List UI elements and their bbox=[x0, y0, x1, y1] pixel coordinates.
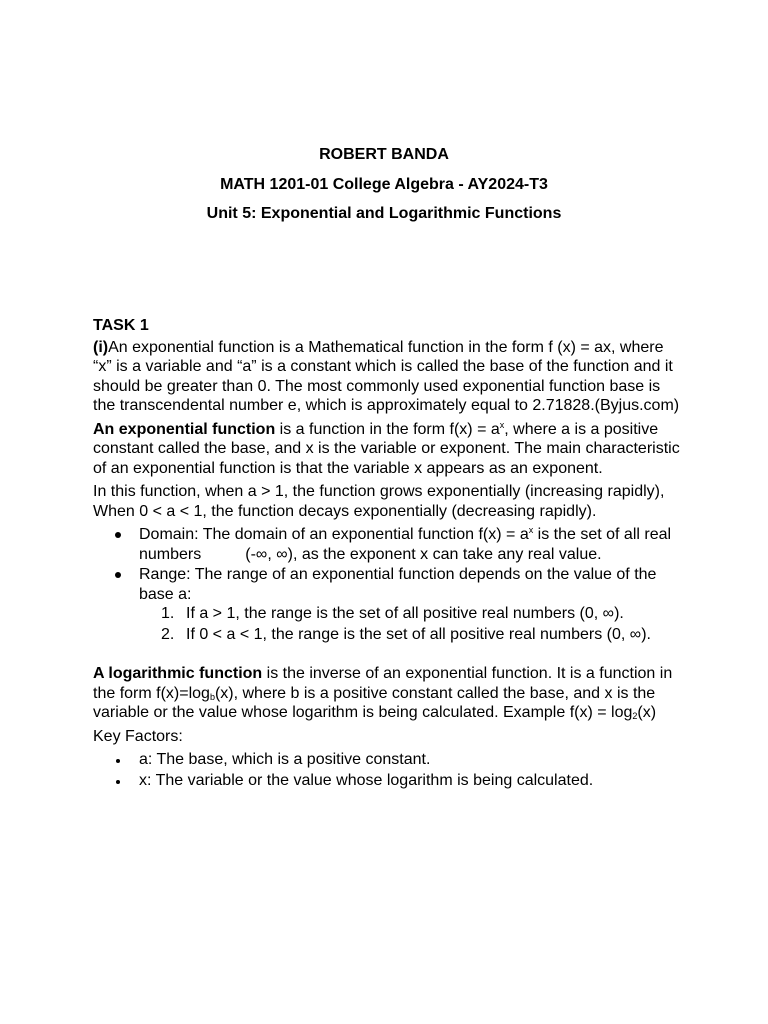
list-item-range bbox=[93, 565, 683, 644]
paragraph-growth-decay: In this function, when a > 1, the function grows exponentially (increasing rapidly), When 0 < a < 1, the function decays exponentially (decreasing rapidly). bbox=[93, 483, 665, 520]
key-factors-list bbox=[93, 750, 683, 790]
author-name: ROBERT BANDA bbox=[319, 146, 449, 163]
document-body bbox=[93, 316, 683, 791]
range-cases-list bbox=[139, 604, 683, 644]
course-title: MATH 1201-01 College Algebra - AY2024-T3 bbox=[220, 176, 548, 193]
task-heading: TASK 1 bbox=[93, 317, 149, 334]
log-base-subscript: 2 bbox=[632, 711, 638, 721]
paragraph-exponential-definition bbox=[93, 338, 683, 416]
list-item-text: Range: The range of an exponential function depends on the value of the base a: bbox=[139, 566, 657, 603]
exponent: x bbox=[528, 525, 534, 535]
list-number: 2. bbox=[161, 625, 175, 643]
unit-title: Unit 5: Exponential and Logarithmic Functions bbox=[206, 205, 562, 222]
part-label: (i) bbox=[93, 338, 109, 356]
paragraph-text: (x) bbox=[637, 704, 657, 721]
paragraph-exponential-function bbox=[93, 420, 683, 479]
list-item bbox=[139, 625, 683, 645]
paragraph-text: is a function in the form f(x) = a bbox=[275, 420, 500, 438]
list-item-domain bbox=[93, 525, 683, 564]
list-item-text: (-∞, ∞), as the exponent x can take any real value. bbox=[245, 545, 602, 563]
list-number: 1. bbox=[161, 605, 175, 622]
paragraph-text: An exponential function is a Mathematical function in the form f (x) = ax, where “x” is a variable and “a” is a constant which is called the base of the function and it should be greater than 0. The most commonly used exponential function base is the transcendental number e, which is approximately equal to 2.71828.(Byjus.com) bbox=[93, 338, 680, 414]
properties-list bbox=[93, 525, 683, 644]
list-item-text: is the set of all real numbers bbox=[139, 526, 672, 563]
paragraph-text: is the inverse of an exponential function. It is a function in the form f(x)=log bbox=[93, 665, 673, 702]
list-item: x: The variable or the value whose logarithm is being calculated. bbox=[93, 771, 683, 791]
paragraph-text: (x), where b is a positive constant called the base, and x is the variable or the value whose logarithm is being calculated. Example f(x) = log bbox=[93, 684, 656, 721]
term-logarithmic-function: A logarithmic function bbox=[93, 665, 263, 682]
list-item-text: If 0 < a < 1, the range is the set of all positive real numbers (0, ∞). bbox=[186, 625, 651, 643]
key-factors-label: Key Factors: bbox=[93, 727, 183, 745]
paragraph-text: , where a is a positive constant called the base, and x is the variable or exponent. The main characteristic of an exponential function is that the variable x appears as an exponent. bbox=[93, 420, 680, 477]
log-base-subscript: b bbox=[209, 691, 215, 702]
exponent: x bbox=[499, 419, 505, 430]
paragraph-logarithmic-function bbox=[93, 664, 683, 723]
list-item: a: The base, which is a positive constant. bbox=[93, 750, 683, 770]
term-exponential-function: An exponential function bbox=[93, 420, 276, 438]
list-item-text: Domain: The domain of an exponential function f(x) = a bbox=[139, 526, 529, 543]
list-item-text: If a > 1, the range is the set of all positive real numbers (0, ∞). bbox=[186, 605, 624, 622]
list-item bbox=[139, 604, 683, 624]
